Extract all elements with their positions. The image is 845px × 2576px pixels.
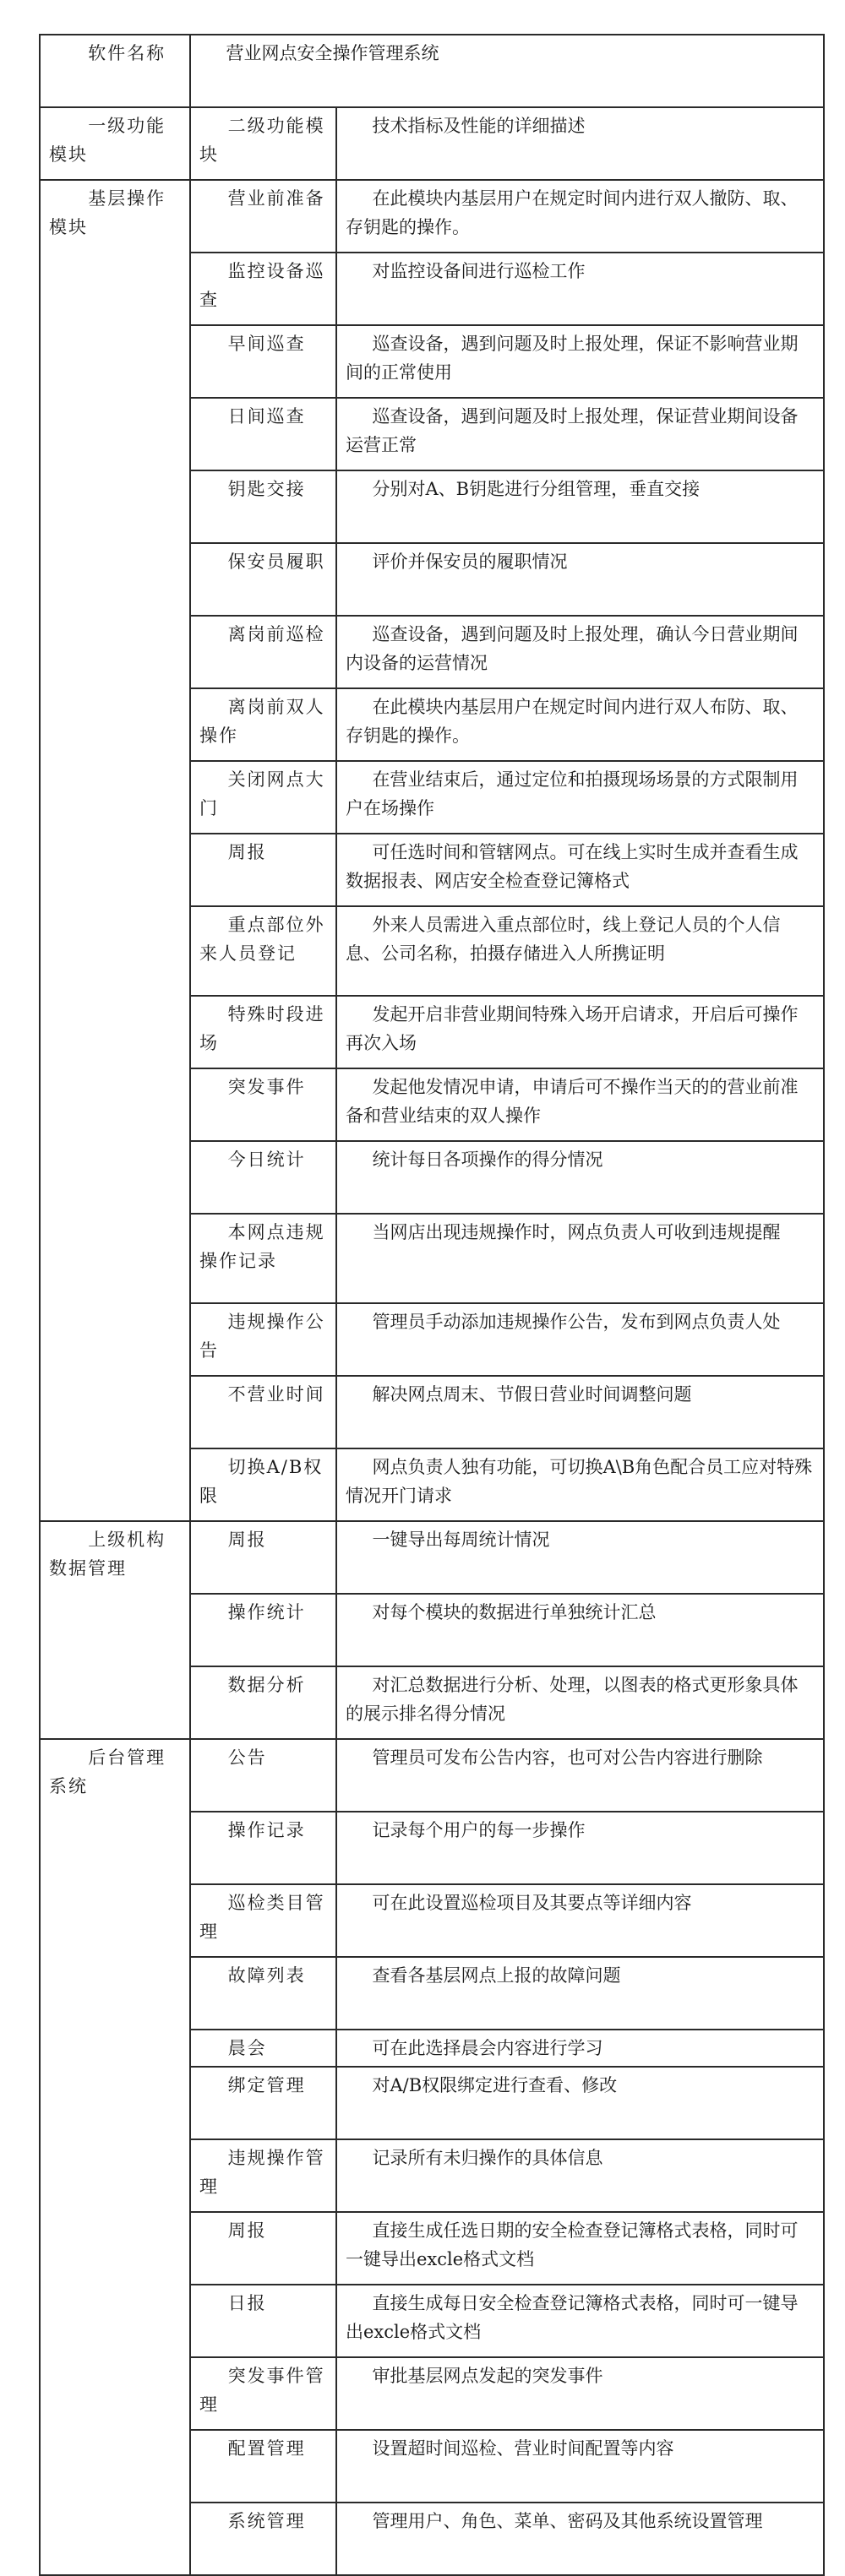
- level2-module-name: 本网点违规操作记录: [190, 1214, 336, 1303]
- module-description: 记录每个用户的每一步操作: [336, 1812, 824, 1884]
- module-description: 查看各基层网点上报的故障问题: [336, 1957, 824, 2030]
- module-description: 管理员可发布公告内容，也可对公告内容进行删除: [336, 1739, 824, 1812]
- module-description: 审批基层网点发起的突发事件: [336, 2357, 824, 2430]
- module-description: 网点负责人独有功能，可切换A\B角色配合员工应对特殊情况开门请求: [336, 1448, 824, 1521]
- module-description: 在营业结束后，通过定位和拍摄现场场景的方式限制用户在场操作: [336, 761, 824, 834]
- table-row: [40, 1521, 824, 1594]
- spec-table: [39, 34, 825, 2576]
- level2-module-name: 日报: [190, 2285, 336, 2357]
- level2-module-name: 特殊时段进场: [190, 996, 336, 1068]
- level2-module-name: 系统管理: [190, 2503, 336, 2575]
- module-description: 可任选时间和管辖网点。可在线上实时生成并查看生成数据报表、网店安全检查登记簿格式: [336, 834, 824, 906]
- level2-module-name: 离岗前巡检: [190, 616, 336, 688]
- module-description: 统计每日各项操作的得分情况: [336, 1141, 824, 1214]
- module-description: 在此模块内基层用户在规定时间内进行双人撤防、取、存钥匙的操作。: [336, 180, 824, 253]
- module-description: 对A/B权限绑定进行查看、修改: [336, 2067, 824, 2139]
- level2-module-name: 营业前准备: [190, 180, 336, 253]
- header-description: 技术指标及性能的详细描述: [336, 107, 824, 180]
- level1-module-name: 上级机构数据管理: [40, 1521, 190, 1739]
- module-description: 可在此选择晨会内容进行学习: [336, 2030, 824, 2067]
- level2-module-name: 绑定管理: [190, 2067, 336, 2139]
- level2-module-name: 突发事件: [190, 1068, 336, 1141]
- level2-module-name: 数据分析: [190, 1666, 336, 1739]
- module-description: 评价并保安员的履职情况: [336, 543, 824, 616]
- header-level2-module: 二级功能模块: [190, 107, 336, 180]
- level2-module-name: 监控设备巡查: [190, 253, 336, 325]
- level2-module-name: 周报: [190, 1521, 336, 1594]
- level2-module-name: 操作统计: [190, 1594, 336, 1666]
- level2-module-name: 保安员履职: [190, 543, 336, 616]
- level2-module-name: 违规操作公告: [190, 1303, 336, 1376]
- module-description: 管理用户、角色、菜单、密码及其他系统设置管理: [336, 2503, 824, 2575]
- module-description: 当网店出现违规操作时，网点负责人可收到违规提醒: [336, 1214, 824, 1303]
- level2-module-name: 周报: [190, 2212, 336, 2285]
- column-header-row: [40, 107, 824, 180]
- document-page: [39, 34, 823, 2576]
- level2-module-name: 故障列表: [190, 1957, 336, 2030]
- module-description: 一键导出每周统计情况: [336, 1521, 824, 1594]
- level1-module-name: 基层操作模块: [40, 180, 190, 1521]
- module-description: 直接生成每日安全检查登记簿格式表格，同时可一键导出excle格式文档: [336, 2285, 824, 2357]
- table-row: [40, 180, 824, 253]
- level2-module-name: 突发事件管理: [190, 2357, 336, 2430]
- level2-module-name: 不营业时间: [190, 1376, 336, 1448]
- software-name-label: 软件名称: [40, 35, 190, 107]
- module-description: 发起他发情况申请，申请后可不操作当天的的营业前准备和营业结束的双人操作: [336, 1068, 824, 1141]
- module-description: 管理员手动添加违规操作公告，发布到网点负责人处: [336, 1303, 824, 1376]
- module-description: 记录所有未归操作的具体信息: [336, 2139, 824, 2212]
- module-description: 对汇总数据进行分析、处理，以图表的格式更形象具体的展示排名得分情况: [336, 1666, 824, 1739]
- level2-module-name: 配置管理: [190, 2430, 336, 2503]
- module-description: 外来人员需进入重点部位时，线上登记人员的个人信息、公司名称，拍摄存储进入人所携证明: [336, 906, 824, 996]
- module-description: 巡查设备，遇到问题及时上报处理，保证不影响营业期间的正常使用: [336, 325, 824, 398]
- table-row: [40, 1739, 824, 1812]
- module-description: 可在此设置巡检项目及其要点等详细内容: [336, 1884, 824, 1957]
- level2-module-name: 早间巡查: [190, 325, 336, 398]
- module-description: 直接生成任选日期的安全检查登记簿格式表格，同时可一键导出excle格式文档: [336, 2212, 824, 2285]
- level2-module-name: 日间巡查: [190, 398, 336, 470]
- module-description: 分别对A、B钥匙进行分组管理，垂直交接: [336, 470, 824, 543]
- module-description: 对监控设备间进行巡检工作: [336, 253, 824, 325]
- software-name-row: [40, 35, 824, 107]
- module-description: 发起开启非营业期间特殊入场开启请求，开启后可操作再次入场: [336, 996, 824, 1068]
- module-description: 在此模块内基层用户在规定时间内进行双人布防、取、存钥匙的操作。: [336, 688, 824, 761]
- level2-module-name: 钥匙交接: [190, 470, 336, 543]
- level2-module-name: 关闭网点大门: [190, 761, 336, 834]
- level2-module-name: 操作记录: [190, 1812, 336, 1884]
- module-description: 对每个模块的数据进行单独统计汇总: [336, 1594, 824, 1666]
- module-description: 解决网点周末、节假日营业时间调整问题: [336, 1376, 824, 1448]
- module-description: 巡查设备，遇到问题及时上报处理，保证营业期间设备运营正常: [336, 398, 824, 470]
- header-level1-module: 一级功能模块: [40, 107, 190, 180]
- level2-module-name: 公告: [190, 1739, 336, 1812]
- level2-module-name: 重点部位外来人员登记: [190, 906, 336, 996]
- level2-module-name: 切换A/B权限: [190, 1448, 336, 1521]
- level2-module-name: 周报: [190, 834, 336, 906]
- level2-module-name: 晨会: [190, 2030, 336, 2067]
- software-name-value: 营业网点安全操作管理系统: [190, 35, 824, 107]
- level2-module-name: 违规操作管理: [190, 2139, 336, 2212]
- module-description: 设置超时间巡检、营业时间配置等内容: [336, 2430, 824, 2503]
- level2-module-name: 巡检类目管理: [190, 1884, 336, 1957]
- level1-module-name: 后台管理系统: [40, 1739, 190, 2575]
- module-description: 巡查设备，遇到问题及时上报处理，确认今日营业期间内设备的运营情况: [336, 616, 824, 688]
- level2-module-name: 离岗前双人操作: [190, 688, 336, 761]
- level2-module-name: 今日统计: [190, 1141, 336, 1214]
